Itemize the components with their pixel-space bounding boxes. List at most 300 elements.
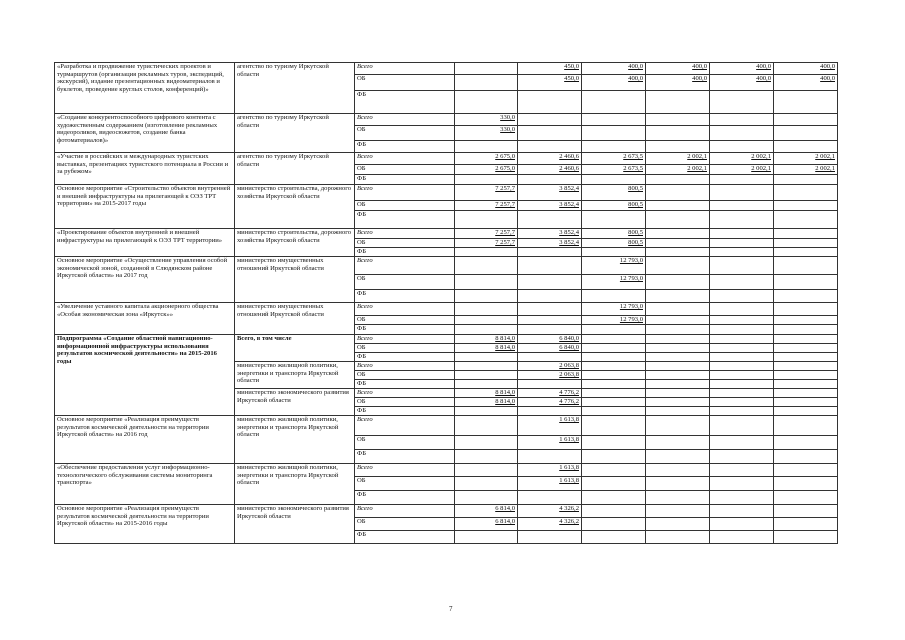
value-cell [582, 477, 646, 491]
table-row [55, 335, 838, 344]
page-number: 7 [449, 605, 453, 613]
table-row [55, 416, 838, 436]
value-cell [710, 211, 774, 229]
value-cell [455, 416, 518, 436]
value-cell: 1 613,8 [518, 464, 582, 477]
funding-source: ОБ [355, 126, 455, 141]
value-cell [455, 303, 518, 316]
value-cell: 1 613,8 [518, 477, 582, 491]
funding-source: Всего [355, 303, 455, 316]
value-cell: 7 257,7 [455, 201, 518, 211]
value-cell: 400,0 [646, 63, 710, 75]
value-cell: 6 814,0 [455, 518, 518, 531]
value-cell [646, 380, 710, 389]
value-cell [774, 344, 838, 353]
value-cell [710, 371, 774, 380]
value-cell: 400,0 [582, 63, 646, 75]
value-cell [582, 380, 646, 389]
value-cell: 2 675,0 [455, 153, 518, 165]
value-cell [518, 257, 582, 275]
value-cell: 12 793,0 [582, 257, 646, 275]
value-cell [646, 201, 710, 211]
executor: министерство экономического развития Иркутской области [235, 505, 355, 544]
value-cell [582, 91, 646, 114]
value-cell [455, 211, 518, 229]
value-cell [710, 491, 774, 505]
value-cell [710, 353, 774, 362]
value-cell [710, 416, 774, 436]
value-cell [646, 353, 710, 362]
value-cell [518, 380, 582, 389]
value-cell [646, 436, 710, 450]
value-cell [774, 389, 838, 398]
funding-source: ОБ [355, 371, 455, 380]
table-row [55, 303, 838, 316]
value-cell [774, 141, 838, 153]
value-cell [582, 344, 646, 353]
executor: министерство жилищной политики, энергетики и транспорта Иркутской области [235, 464, 355, 505]
value-cell: 2 063,8 [518, 371, 582, 380]
value-cell [710, 407, 774, 416]
value-cell: 400,0 [582, 75, 646, 91]
value-cell: 450,0 [518, 63, 582, 75]
value-cell [455, 371, 518, 380]
value-cell [582, 362, 646, 371]
value-cell [710, 185, 774, 201]
funding-source: ФБ [355, 325, 455, 335]
funding-source: Всего [355, 63, 455, 75]
value-cell [774, 114, 838, 126]
value-cell [518, 407, 582, 416]
value-cell [582, 114, 646, 126]
value-cell [582, 518, 646, 531]
value-cell: 800,5 [582, 239, 646, 248]
value-cell [455, 325, 518, 335]
value-cell [646, 362, 710, 371]
value-cell [518, 325, 582, 335]
value-cell [582, 505, 646, 518]
value-cell [710, 275, 774, 290]
value-cell [646, 491, 710, 505]
value-cell: 6 840,0 [518, 344, 582, 353]
value-cell: 7 257,7 [455, 185, 518, 201]
funding-source: Всего [355, 114, 455, 126]
value-cell [582, 436, 646, 450]
value-cell [646, 290, 710, 303]
value-cell: 6 840,0 [518, 335, 582, 344]
value-cell [774, 335, 838, 344]
value-cell [774, 491, 838, 505]
value-cell [455, 316, 518, 325]
value-cell [518, 211, 582, 229]
executor: агентство по туризму Иркутской области [235, 114, 355, 153]
value-cell [518, 114, 582, 126]
value-cell: 3 852,4 [518, 201, 582, 211]
table-row [55, 185, 838, 201]
value-cell [646, 416, 710, 436]
value-cell [646, 229, 710, 239]
value-cell [710, 229, 774, 239]
funding-source: ОБ [355, 201, 455, 211]
measure-name: Основное мероприятие «Осуществление управления особой экономической зоной, созданной в Слюдянском районе Иркутской области» на 2017 год [55, 257, 235, 303]
value-cell [518, 175, 582, 185]
funding-source: ОБ [355, 239, 455, 248]
value-cell [774, 91, 838, 114]
value-cell [774, 201, 838, 211]
value-cell [774, 477, 838, 491]
value-cell [774, 325, 838, 335]
value-cell: 2 673,5 [582, 153, 646, 165]
value-cell: 8 814,0 [455, 344, 518, 353]
funding-source: ОБ [355, 436, 455, 450]
value-cell [582, 371, 646, 380]
value-cell: 330,0 [455, 114, 518, 126]
value-cell [582, 325, 646, 335]
executor: Всего, в том числе [235, 335, 355, 362]
value-cell [582, 335, 646, 344]
budget-table [54, 62, 838, 544]
table-row [55, 505, 838, 518]
value-cell: 3 852,4 [518, 229, 582, 239]
value-cell [582, 353, 646, 362]
funding-source: ФБ [355, 175, 455, 185]
funding-source: ОБ [355, 75, 455, 91]
funding-source: Всего [355, 257, 455, 275]
value-cell [646, 335, 710, 344]
funding-source: ФБ [355, 248, 455, 257]
value-cell: 2 460,6 [518, 153, 582, 165]
value-cell: 800,5 [582, 185, 646, 201]
value-cell: 400,0 [774, 75, 838, 91]
value-cell [455, 531, 518, 544]
value-cell [774, 407, 838, 416]
value-cell [774, 229, 838, 239]
value-cell [582, 407, 646, 416]
table-row [55, 257, 838, 275]
value-cell [582, 398, 646, 407]
funding-source: ОБ [355, 518, 455, 531]
value-cell: 7 257,7 [455, 229, 518, 239]
value-cell [774, 371, 838, 380]
value-cell [710, 114, 774, 126]
value-cell [582, 248, 646, 257]
value-cell [582, 126, 646, 141]
value-cell [710, 362, 774, 371]
measure-name: Основное мероприятие «Реализация преимуществ результатов космической деятельности на территории Иркутской области» на 2015-2016 годы [55, 505, 235, 544]
value-cell [774, 380, 838, 389]
value-cell [646, 303, 710, 316]
funding-source: Всего [355, 335, 455, 344]
value-cell [518, 491, 582, 505]
funding-source: ФБ [355, 353, 455, 362]
value-cell: 7 257,7 [455, 239, 518, 248]
value-cell [774, 303, 838, 316]
funding-source: ОБ [355, 398, 455, 407]
value-cell [455, 175, 518, 185]
value-cell [710, 477, 774, 491]
value-cell [455, 450, 518, 464]
value-cell [774, 290, 838, 303]
value-cell [710, 398, 774, 407]
value-cell [710, 248, 774, 257]
value-cell [582, 464, 646, 477]
funding-source: Всего [355, 153, 455, 165]
measure-name: «Участие в российских и международных туристских выставках, презентациях туристского потенциала в России и за рубежом» [55, 153, 235, 185]
value-cell [710, 389, 774, 398]
value-cell [455, 91, 518, 114]
value-cell [518, 126, 582, 141]
value-cell: 8 814,0 [455, 398, 518, 407]
value-cell [455, 353, 518, 362]
value-cell [710, 325, 774, 335]
value-cell: 12 793,0 [582, 303, 646, 316]
value-cell [455, 464, 518, 477]
value-cell [455, 477, 518, 491]
value-cell [646, 531, 710, 544]
value-cell: 2 675,0 [455, 165, 518, 175]
table-row [55, 63, 838, 75]
value-cell [646, 211, 710, 229]
value-cell [455, 380, 518, 389]
value-cell [455, 63, 518, 75]
funding-source: Всего [355, 185, 455, 201]
value-cell [774, 416, 838, 436]
value-cell [710, 290, 774, 303]
value-cell [774, 450, 838, 464]
value-cell: 12 793,0 [582, 275, 646, 290]
value-cell [774, 239, 838, 248]
value-cell [582, 491, 646, 505]
measure-name: «Увеличение уставного капитала акционерного общества «Особая экономическая зона «Иркутск»» [55, 303, 235, 335]
table-row [55, 153, 838, 165]
measure-name: «Создание конкурентоспособного цифрового контента с художественным содержанием (изготовление рекламных видеороликов, видеосюжетов, создание банка фотоматериалов)» [55, 114, 235, 153]
value-cell [710, 380, 774, 389]
value-cell: 400,0 [710, 63, 774, 75]
value-cell [774, 275, 838, 290]
value-cell [646, 91, 710, 114]
value-cell [646, 371, 710, 380]
value-cell [646, 518, 710, 531]
value-cell [646, 505, 710, 518]
value-cell [582, 389, 646, 398]
value-cell [455, 275, 518, 290]
funding-source: ОБ [355, 316, 455, 325]
value-cell [518, 316, 582, 325]
value-cell [710, 464, 774, 477]
executor: агентство по туризму Иркутской области [235, 153, 355, 185]
funding-source: ФБ [355, 407, 455, 416]
executor: министерство строительства, дорожного хозяйства Иркутской области [235, 185, 355, 229]
value-cell [646, 257, 710, 275]
subprogram-name: Подпрограмма «Создание областной навигационно-информационной инфраструктуры использования результатов космической деятельности» на 2015-2016 годы [55, 335, 235, 416]
value-cell [710, 239, 774, 248]
executor: министерство имущественных отношений Иркутской области [235, 303, 355, 335]
executor: министерство жилищной политики, энергетики и транспорта Иркутской области [235, 362, 355, 389]
value-cell [710, 91, 774, 114]
value-cell [774, 126, 838, 141]
value-cell [710, 257, 774, 275]
value-cell [582, 290, 646, 303]
value-cell [710, 450, 774, 464]
value-cell: 800,5 [582, 229, 646, 239]
value-cell [646, 141, 710, 153]
value-cell: 4 326,2 [518, 505, 582, 518]
measure-name: Основное мероприятие «Строительство объектов внутренней и внешней инфраструктуры на прилегающей к ОЭЗ ТРТ территории» на 2015-2017 годы [55, 185, 235, 229]
executor: министерство имущественных отношений Иркутской области [235, 257, 355, 303]
value-cell [646, 398, 710, 407]
value-cell [455, 141, 518, 153]
measure-name: «Разработка и продвижение туристических проектов и турмаршрутов (организация рекламных туров, экспедиций, экскурсий), издание презентационных видеоматериалов и буклетов, проведение круглых столов, конференций)» [55, 63, 235, 114]
value-cell [518, 248, 582, 257]
measure-name: Основное мероприятие «Реализация преимуществ результатов космической деятельности на территории Иркутской области» на 2016 год [55, 416, 235, 464]
value-cell [646, 325, 710, 335]
funding-source: ФБ [355, 91, 455, 114]
value-cell [774, 518, 838, 531]
value-cell [774, 257, 838, 275]
value-cell [710, 175, 774, 185]
value-cell: 8 814,0 [455, 389, 518, 398]
value-cell [646, 239, 710, 248]
value-cell: 2 002,1 [646, 153, 710, 165]
value-cell [774, 362, 838, 371]
value-cell [710, 126, 774, 141]
value-cell: 400,0 [774, 63, 838, 75]
funding-source: Всего [355, 464, 455, 477]
value-cell: 450,0 [518, 75, 582, 91]
value-cell [455, 257, 518, 275]
funding-source: Всего [355, 229, 455, 239]
executor: агентство по туризму Иркутской области [235, 63, 355, 114]
value-cell [646, 248, 710, 257]
value-cell: 800,5 [582, 201, 646, 211]
value-cell [582, 175, 646, 185]
value-cell [455, 436, 518, 450]
value-cell: 4 326,2 [518, 518, 582, 531]
value-cell: 2 002,1 [710, 165, 774, 175]
value-cell: 2 673,5 [582, 165, 646, 175]
value-cell [646, 185, 710, 201]
value-cell [710, 531, 774, 544]
value-cell [455, 290, 518, 303]
value-cell [646, 464, 710, 477]
value-cell [518, 91, 582, 114]
value-cell [518, 275, 582, 290]
value-cell [646, 316, 710, 325]
value-cell [710, 201, 774, 211]
value-cell [774, 436, 838, 450]
value-cell [518, 531, 582, 544]
table-row [55, 229, 838, 239]
value-cell [518, 353, 582, 362]
value-cell: 2 002,1 [774, 165, 838, 175]
value-cell [582, 211, 646, 229]
value-cell [774, 464, 838, 477]
measure-name: «Обеспечение предоставления услуг информационно-технологического обслуживания системы мониторинга транспорта» [55, 464, 235, 505]
funding-source: Всего [355, 505, 455, 518]
value-cell [710, 505, 774, 518]
value-cell [646, 407, 710, 416]
value-cell [646, 126, 710, 141]
value-cell: 1 613,8 [518, 436, 582, 450]
value-cell [646, 275, 710, 290]
value-cell: 4 776,2 [518, 398, 582, 407]
value-cell: 2 002,1 [774, 153, 838, 165]
value-cell [646, 344, 710, 353]
value-cell: 6 814,0 [455, 505, 518, 518]
funding-source: ОБ [355, 477, 455, 491]
value-cell [710, 436, 774, 450]
value-cell [774, 316, 838, 325]
value-cell: 2 002,1 [646, 165, 710, 175]
value-cell [582, 450, 646, 464]
table-row [55, 114, 838, 126]
value-cell [455, 362, 518, 371]
value-cell [518, 303, 582, 316]
funding-source: ФБ [355, 290, 455, 303]
value-cell [646, 389, 710, 398]
value-cell [710, 316, 774, 325]
value-cell [646, 450, 710, 464]
value-cell [455, 491, 518, 505]
value-cell [646, 477, 710, 491]
value-cell [518, 450, 582, 464]
value-cell [582, 531, 646, 544]
value-cell [646, 114, 710, 126]
value-cell [774, 175, 838, 185]
value-cell [710, 141, 774, 153]
funding-source: ФБ [355, 531, 455, 544]
value-cell [774, 505, 838, 518]
funding-source: ФБ [355, 380, 455, 389]
funding-source: ОБ [355, 344, 455, 353]
table-row [55, 464, 838, 477]
value-cell: 330,0 [455, 126, 518, 141]
value-cell [582, 416, 646, 436]
funding-source: ФБ [355, 211, 455, 229]
executor: министерство экономического развития Иркутской области [235, 389, 355, 416]
value-cell: 3 852,4 [518, 239, 582, 248]
value-cell: 2 063,8 [518, 362, 582, 371]
value-cell [774, 211, 838, 229]
executor: министерство жилищной политики, энергетики и транспорта Иркутской области [235, 416, 355, 464]
value-cell [518, 141, 582, 153]
value-cell [455, 75, 518, 91]
funding-source: ФБ [355, 450, 455, 464]
value-cell [774, 185, 838, 201]
value-cell [710, 303, 774, 316]
value-cell: 8 814,0 [455, 335, 518, 344]
value-cell: 12 793,0 [582, 316, 646, 325]
value-cell [774, 398, 838, 407]
value-cell: 400,0 [646, 75, 710, 91]
value-cell [710, 335, 774, 344]
value-cell [455, 407, 518, 416]
value-cell [646, 175, 710, 185]
funding-source: Всего [355, 362, 455, 371]
value-cell [455, 248, 518, 257]
value-cell: 3 852,4 [518, 185, 582, 201]
funding-source: ОБ [355, 275, 455, 290]
funding-source: Всего [355, 389, 455, 398]
value-cell: 2 460,6 [518, 165, 582, 175]
value-cell [582, 141, 646, 153]
value-cell: 4 776,2 [518, 389, 582, 398]
value-cell [710, 344, 774, 353]
value-cell [710, 518, 774, 531]
value-cell [518, 290, 582, 303]
value-cell [774, 531, 838, 544]
value-cell [774, 248, 838, 257]
